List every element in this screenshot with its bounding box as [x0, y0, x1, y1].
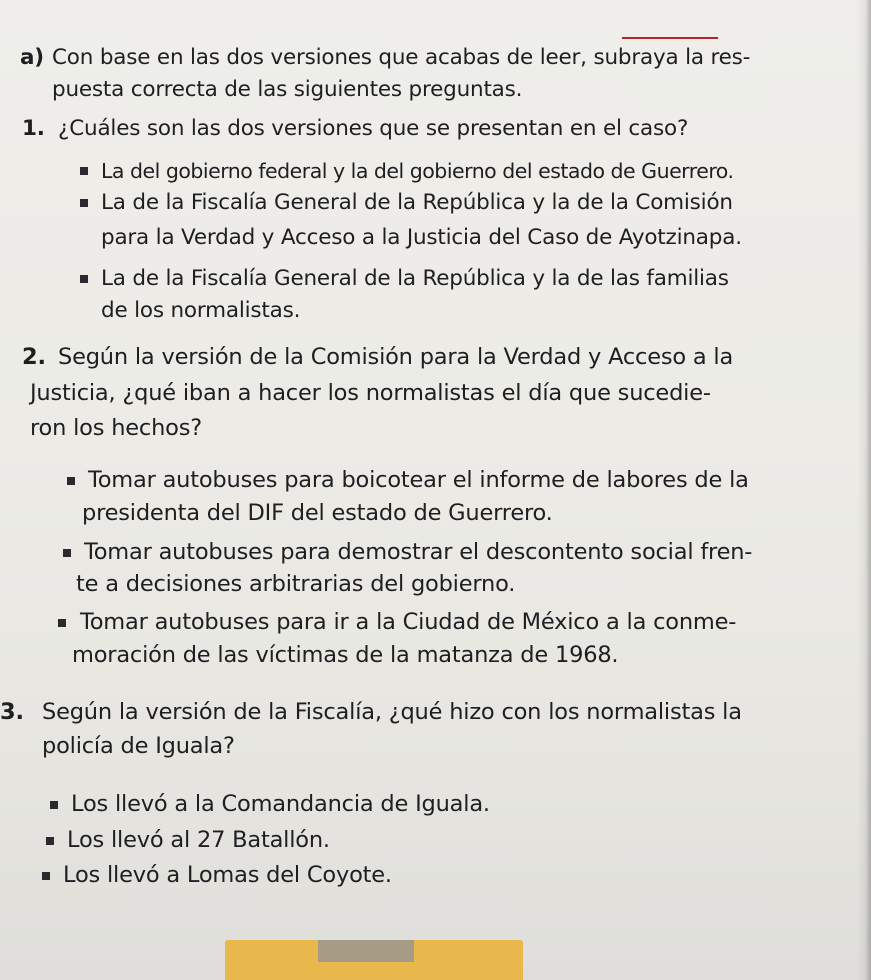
q1-option-2-line-1[interactable]: La de la Fiscalía General de la República y la de la Comisión — [101, 190, 733, 215]
q2-option-1-line-2[interactable]: presidenta del DIF del estado de Guerrero. — [82, 500, 553, 526]
instruction-line-2: puesta correcta de las siguientes preguntas. — [52, 77, 523, 102]
q3-option-2[interactable]: Los llevó al 27 Batallón. — [67, 827, 330, 853]
q2-line-1: Según la versión de la Comisión para la Verdad y Acceso a la — [58, 344, 734, 370]
q1-option-1[interactable]: La del gobierno federal y la del gobierno del estado de Guerrero. — [101, 159, 734, 183]
instruction-line-1 — [52, 43, 750, 73]
q2-option-1-bullet — [67, 477, 75, 485]
q3-option-3[interactable]: Los llevó a Lomas del Coyote. — [63, 862, 392, 888]
q2-option-1-line-1[interactable]: Tomar autobuses para boicotear el informe de labores de la — [88, 467, 749, 493]
q2-option-2-bullet — [63, 549, 71, 557]
q1-option-3-bullet — [80, 275, 88, 283]
q2-option-2-line-2[interactable]: te a decisiones arbitrarias del gobierno. — [76, 571, 516, 597]
q2-option-3-line-1[interactable]: Tomar autobuses para ir a la Ciudad de México a la conme- — [80, 609, 737, 635]
gray-label-block — [318, 940, 414, 962]
q3-option-3-bullet — [42, 872, 50, 880]
q3-option-1[interactable]: Los llevó a la Comandancia de Iguala. — [71, 791, 490, 817]
instruction-text: Con base en las dos versiones que acabas de leer, — [52, 45, 587, 70]
instruction-tail: la res- — [678, 45, 751, 70]
q2-option-3-line-2[interactable]: moración de las víctimas de la matanza de 1968. — [72, 642, 619, 668]
q1-option-1-bullet — [80, 167, 88, 175]
q2-option-3-bullet — [58, 619, 66, 627]
q1-option-3-line-2[interactable]: de los normalistas. — [101, 298, 301, 323]
q1-number: 1. — [22, 116, 45, 141]
q1-text: ¿Cuáles son las dos versiones que se presentan en el caso? — [58, 116, 689, 141]
q3-option-1-bullet — [50, 801, 58, 809]
q2-line-3: ron los hechos? — [30, 415, 202, 441]
q3-option-2-bullet — [46, 837, 54, 845]
q1-option-2-line-2[interactable]: para la Verdad y Acceso a la Justicia del Caso de Ayotzinapa. — [101, 225, 742, 250]
q3-line-1: Según la versión de la Fiscalía, ¿qué hizo con los normalistas la — [42, 699, 742, 725]
section-label: a) — [20, 45, 44, 70]
q2-option-2-line-1[interactable]: Tomar autobuses para demostrar el descontento social fren- — [84, 539, 753, 565]
q2-line-2: Justicia, ¿qué iban a hacer los normalistas el día que sucedie- — [30, 380, 711, 406]
q1-option-3-line-1[interactable]: La de la Fiscalía General de la República y la de las familias — [101, 266, 729, 291]
red-underline — [622, 37, 718, 39]
q2-number: 2. — [22, 344, 46, 370]
q3-number: 3. — [0, 699, 24, 725]
page-edge-shadow — [857, 0, 871, 980]
q1-option-2-bullet — [80, 199, 88, 207]
q3-line-2: policía de Iguala? — [42, 733, 235, 759]
instruction-highlight-word: subraya — [593, 45, 679, 70]
